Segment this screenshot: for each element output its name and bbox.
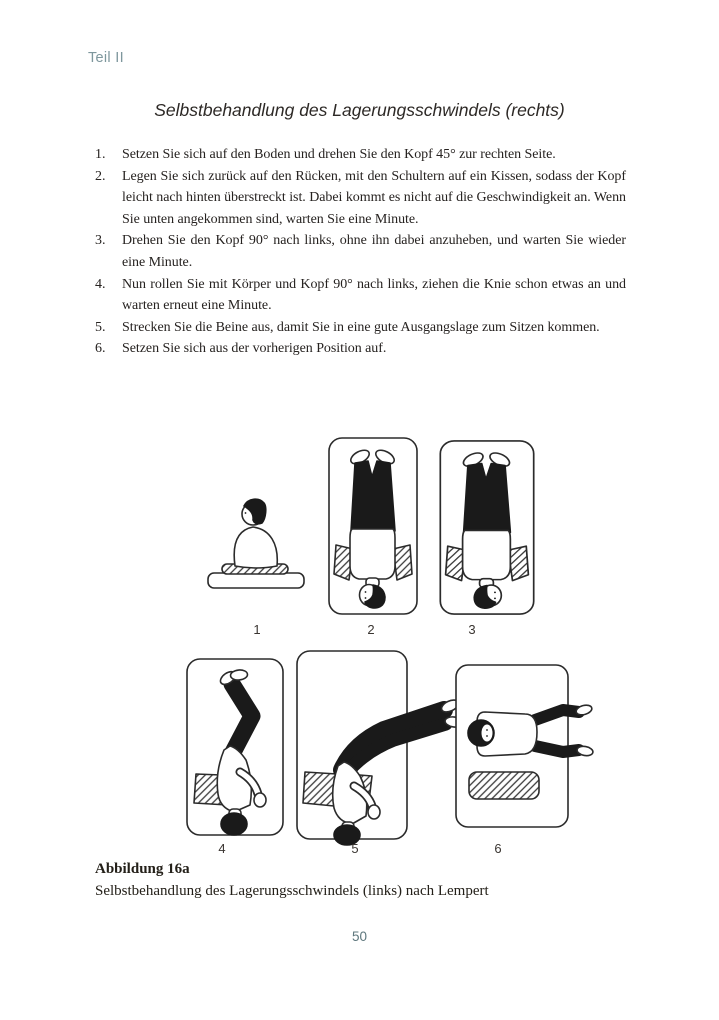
illustration-step-6-sitting-up (451, 660, 596, 832)
page-title: Selbstbehandlung des Lagerungsschwindels (rechts) (154, 100, 565, 120)
instruction-list (95, 144, 626, 360)
page-number: 50 (351, 929, 368, 944)
instruction-number: 6. (95, 341, 106, 357)
instruction-item (95, 230, 626, 273)
figure-step-label: 2 (367, 622, 375, 637)
instruction-text: Strecken Sie die Beine aus, damit Sie in eine gute Ausgangslage zum Sitzen kommen. (122, 319, 600, 335)
instruction-text: Setzen Sie sich auf den Boden und drehen Sie den Kopf 45° zur rechten Seite. (122, 147, 556, 162)
illustration-step-5-side-legs-stretched (292, 646, 467, 846)
illustration-step-2-lying-head-turned (324, 434, 422, 618)
instruction-item (95, 144, 626, 166)
figure-step-label: 1 (253, 622, 261, 637)
figure-caption-text: Selbstbehandlung des Lagerungsschwindels (links) nach Lempert (95, 883, 489, 899)
instruction-text: Setzen Sie sich aus der vorherigen Position auf. (122, 341, 387, 357)
illustration-step-3-lying-head-turned-left (435, 437, 539, 618)
figure-step-label: 5 (351, 841, 359, 856)
figure-step-label: 3 (468, 622, 476, 637)
illustration-step-4-side-knees-bent (182, 654, 288, 840)
figure-step-label: 4 (218, 841, 226, 856)
section-label: Teil II (88, 50, 124, 66)
instruction-number: 5. (95, 319, 106, 335)
figure-step-label: 6 (494, 841, 502, 856)
instruction-item (95, 274, 626, 317)
instruction-item (95, 317, 626, 339)
instruction-item (95, 338, 626, 360)
instruction-number: 2. (95, 168, 106, 184)
instruction-number: 3. (95, 233, 106, 249)
illustration-step-1-sitting-person (202, 493, 310, 594)
figure-caption-label: Abbildung 16a (95, 861, 190, 877)
instruction-text: Nun rollen Sie mit Körper und Kopf 90° nach links, ziehen die Knie schon etwas an und warten erneut eine Minute. (122, 276, 626, 314)
instruction-text: Legen Sie sich zurück auf den Rücken, mit den Schultern auf ein Kissen, sodass der Kopf leicht nach hinten überstreckt ist. Dabei kommt es nicht auf die Geschwindigkeit an. Wenn Sie unten angekommen sind, warten Sie eine Minute. (122, 168, 626, 227)
figure-caption (95, 861, 626, 900)
instruction-number: 4. (95, 276, 106, 292)
instruction-number: 1. (95, 147, 106, 162)
instruction-item (95, 166, 626, 231)
instruction-text: Drehen Sie den Kopf 90° nach links, ohne ihn dabei anzuheben, und warten Sie wieder eine Minute. (122, 233, 626, 270)
